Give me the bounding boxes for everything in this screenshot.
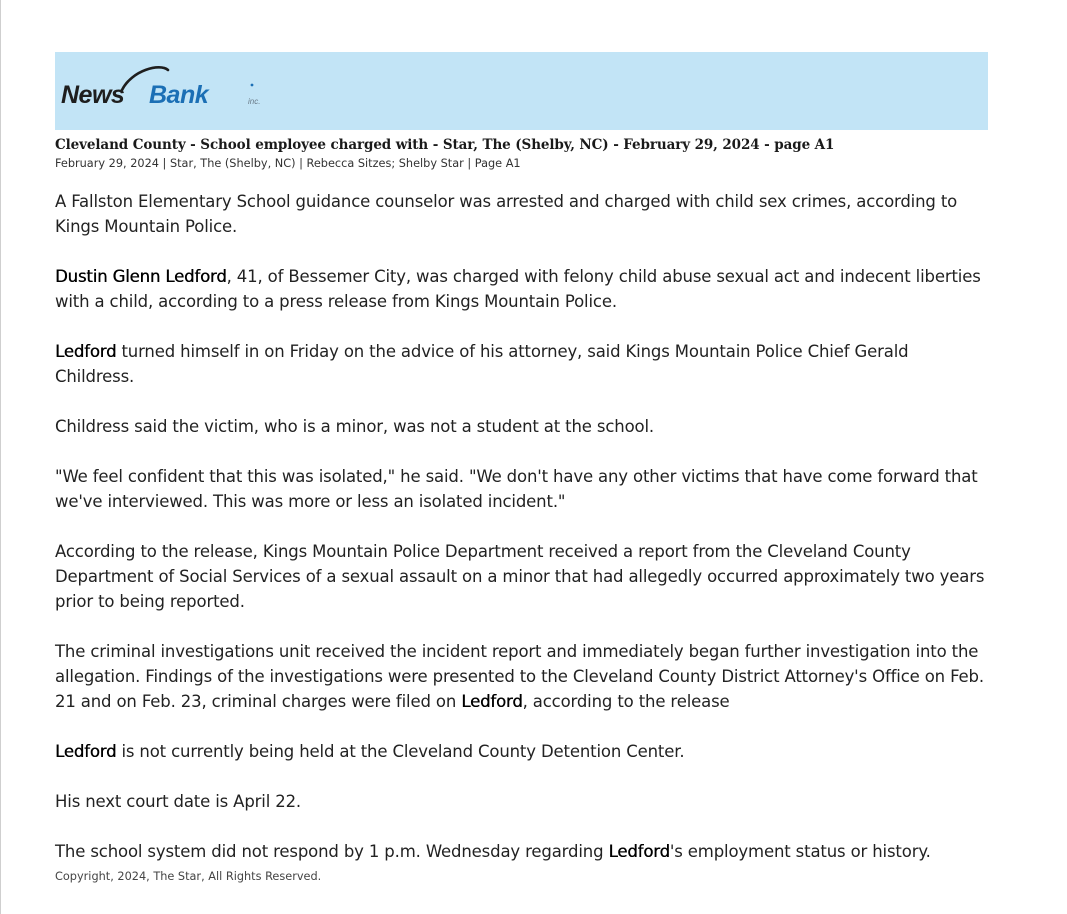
article-meta: February 29, 2024 | Star, The (Shelby, NC) | Rebecca Sitzes; Shelby Star | Page A1 xyxy=(55,157,521,170)
paragraph-6: According to the release, Kings Mountain Police Department received a report from the Cleveland County Department of Social Services of a sexual assault on a minor that had allegedly occurred approximately two years prior to being reported. xyxy=(55,542,985,611)
paragraph-text: The school system did not respond by 1 p.m. Wednesday regarding xyxy=(55,842,609,861)
paragraph-text: turned himself in on Friday on the advice of his attorney, said Kings Mountain Police Chief Gerald Childress. xyxy=(55,342,909,386)
left-border-rule xyxy=(0,0,1,914)
paragraph-text: The criminal investigations unit received the incident report and immediately began further investigation into the allegation. Findings of the investigations were presented to the Cleveland County District Attorney's Office on Feb. 21 and on Feb. 23, criminal charges were filed on xyxy=(55,642,984,711)
paragraph-text: , according to the release xyxy=(522,692,730,711)
article-body xyxy=(55,189,988,864)
paragraph-1: A Fallston Elementary School guidance counselor was arrested and charged with child sex crimes, according to Kings Mountain Police. xyxy=(55,192,958,236)
paragraph-3 xyxy=(55,339,988,389)
newsbank-banner xyxy=(55,52,988,130)
article-page xyxy=(55,52,988,883)
highlighted-name: Dustin Glenn Ledford xyxy=(55,267,227,286)
logo-news-text: News xyxy=(61,81,125,109)
article-headline: Cleveland County - School employee charged with - Star, The (Shelby, NC) - February 29, 2024 - page A1 xyxy=(55,137,835,153)
highlighted-name: Ledford xyxy=(461,692,523,711)
copyright-notice: Copyright, 2024, The Star, All Rights Reserved. xyxy=(55,870,322,883)
paragraph-5: "We feel confident that this was isolated," he said. "We don't have any other victims that have come forward that we've interviewed. This was more or less an isolated incident." xyxy=(55,467,978,511)
paragraph-4: Childress said the victim, who is a minor, was not a student at the school. xyxy=(55,417,654,436)
paragraph-7 xyxy=(55,639,988,714)
paragraph-text: 's employment status or history. xyxy=(669,842,931,861)
paragraph-10 xyxy=(55,839,988,864)
paragraph-text: , 41, of Bessemer City, was charged with felony child abuse sexual act and indecent liberties with a child, according to a press release from Kings Mountain Police. xyxy=(55,267,981,311)
paragraph-9: His next court date is April 22. xyxy=(55,792,302,811)
paragraph-text: is not currently being held at the Cleveland County Detention Center. xyxy=(116,742,685,761)
paragraph-8 xyxy=(55,739,988,764)
logo-bank-text: Bank xyxy=(149,81,209,109)
highlighted-name: Ledford xyxy=(55,342,117,361)
logo-inc-text: inc. xyxy=(248,97,261,106)
highlighted-name: Ledford xyxy=(608,842,670,861)
newsbank-logo xyxy=(60,64,275,110)
paragraph-2 xyxy=(55,264,988,314)
highlighted-name: Ledford xyxy=(55,742,117,761)
